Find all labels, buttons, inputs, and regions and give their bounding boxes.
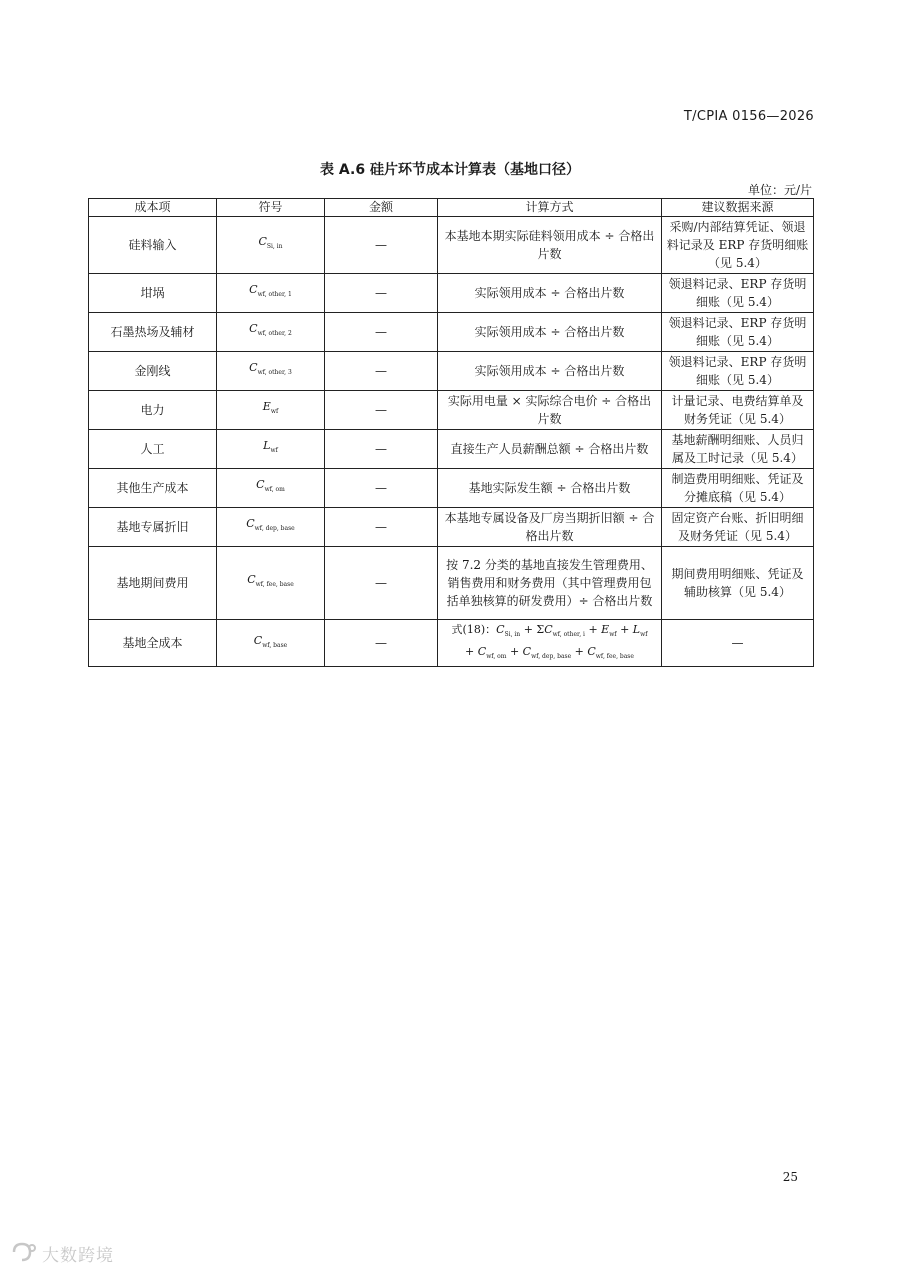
data-source: 固定资产台账、折旧明细及财务凭证（见 5.4） [662, 508, 814, 547]
cost-item: 人工 [89, 430, 217, 469]
amount: — [325, 430, 438, 469]
table-row [89, 217, 814, 274]
table-row [89, 469, 814, 508]
cost-item: 电力 [89, 391, 217, 430]
cost-table [88, 198, 814, 667]
calculation-method: 按 7.2 分类的基地直接发生管理费用、销售费用和财务费用（其中管理费用包括单独核算的研发费用）÷ 合格出片数 [438, 547, 662, 620]
amount: — [325, 391, 438, 430]
table-title: 表 A.6 硅片环节成本计算表（基地口径） [320, 162, 580, 178]
symbol: $C_{wf, other, 3}$ [217, 352, 325, 391]
symbol: $C_{wf, om}$ [217, 469, 325, 508]
column-header: 符号 [217, 199, 325, 217]
calculation-method: 实际领用成本 ÷ 合格出片数 [438, 352, 662, 391]
calculation-method: 实际领用成本 ÷ 合格出片数 [438, 313, 662, 352]
column-header: 成本项 [89, 199, 217, 217]
column-header: 计算方式 [438, 199, 662, 217]
cost-item: 硅料输入 [89, 217, 217, 274]
data-source: 领退料记录、ERP 存货明细账（见 5.4） [662, 274, 814, 313]
table-row [89, 508, 814, 547]
table-row [89, 313, 814, 352]
watermark [10, 1238, 135, 1268]
table-row [89, 391, 814, 430]
data-source: 领退料记录、ERP 存货明细账（见 5.4） [662, 352, 814, 391]
amount: — [325, 274, 438, 313]
amount: — [325, 352, 438, 391]
column-header: 建议数据来源 [662, 199, 814, 217]
symbol: $C_{wf, dep, base}$ [217, 508, 325, 547]
data-source: 计量记录、电费结算单及财务凭证（见 5.4） [662, 391, 814, 430]
symbol: $E_{wf}$ [217, 391, 325, 430]
total-formula: 式(18)：$C_{Si, in} + \Sigma C_{wf, other, i} + E_{wf} + L_{wf}$ + $C_{wf, om} + C_{wf, dep, base} + C_{wf, fee, base}$ [438, 620, 662, 667]
calculation-method: 本基地专属设备及厂房当期折旧额 ÷ 合格出片数 [438, 508, 662, 547]
watermark-logo-icon [10, 1240, 38, 1264]
cost-item: 基地期间费用 [89, 547, 217, 620]
symbol: $C_{wf, fee, base}$ [217, 547, 325, 620]
symbol: $C_{wf, other, 1}$ [217, 274, 325, 313]
calculation-method: 实际领用成本 ÷ 合格出片数 [438, 274, 662, 313]
amount: — [325, 508, 438, 547]
total-row [89, 620, 814, 667]
amount: — [325, 469, 438, 508]
data-source: 领退料记录、ERP 存货明细账（见 5.4） [662, 313, 814, 352]
symbol: $C_{Si, in}$ [217, 217, 325, 274]
data-source: 采购/内部结算凭证、领退料记录及 ERP 存货明细账（见 5.4） [662, 217, 814, 274]
document-id: T/CPIA 0156—2026 [683, 109, 814, 124]
cost-item: 基地专属折旧 [89, 508, 217, 547]
symbol: $C_{wf, other, 2}$ [217, 313, 325, 352]
column-header: 金额 [325, 199, 438, 217]
amount: — [325, 620, 438, 667]
symbol: $L_{wf}$ [217, 430, 325, 469]
table-row [89, 274, 814, 313]
data-source: 制造费用明细账、凭证及分摊底稿（见 5.4） [662, 469, 814, 508]
cost-item: 金刚线 [89, 352, 217, 391]
amount: — [325, 547, 438, 620]
amount: — [325, 313, 438, 352]
page-number: 25 [782, 1170, 798, 1184]
table-row [89, 430, 814, 469]
unit-label: 单位：元/片 [747, 183, 812, 197]
symbol: $C_{wf, base}$ [217, 620, 325, 667]
table-row [89, 352, 814, 391]
cost-item: 坩埚 [89, 274, 217, 313]
table-row [89, 547, 814, 620]
table-header-row [89, 199, 814, 217]
amount: — [325, 217, 438, 274]
calculation-method: 本基地本期实际硅料领用成本 ÷ 合格出片数 [438, 217, 662, 274]
cost-item: 石墨热场及辅材 [89, 313, 217, 352]
cost-item: 基地全成本 [89, 620, 217, 667]
data-source: 基地薪酬明细账、人员归属及工时记录（见 5.4） [662, 430, 814, 469]
calculation-method: 基地实际发生额 ÷ 合格出片数 [438, 469, 662, 508]
watermark-text: 大数跨境 [42, 1246, 114, 1266]
cost-item: 其他生产成本 [89, 469, 217, 508]
calculation-method: 实际用电量 × 实际综合电价 ÷ 合格出片数 [438, 391, 662, 430]
data-source: — [662, 620, 814, 667]
data-source: 期间费用明细账、凭证及辅助核算（见 5.4） [662, 547, 814, 620]
calculation-method: 直接生产人员薪酬总额 ÷ 合格出片数 [438, 430, 662, 469]
